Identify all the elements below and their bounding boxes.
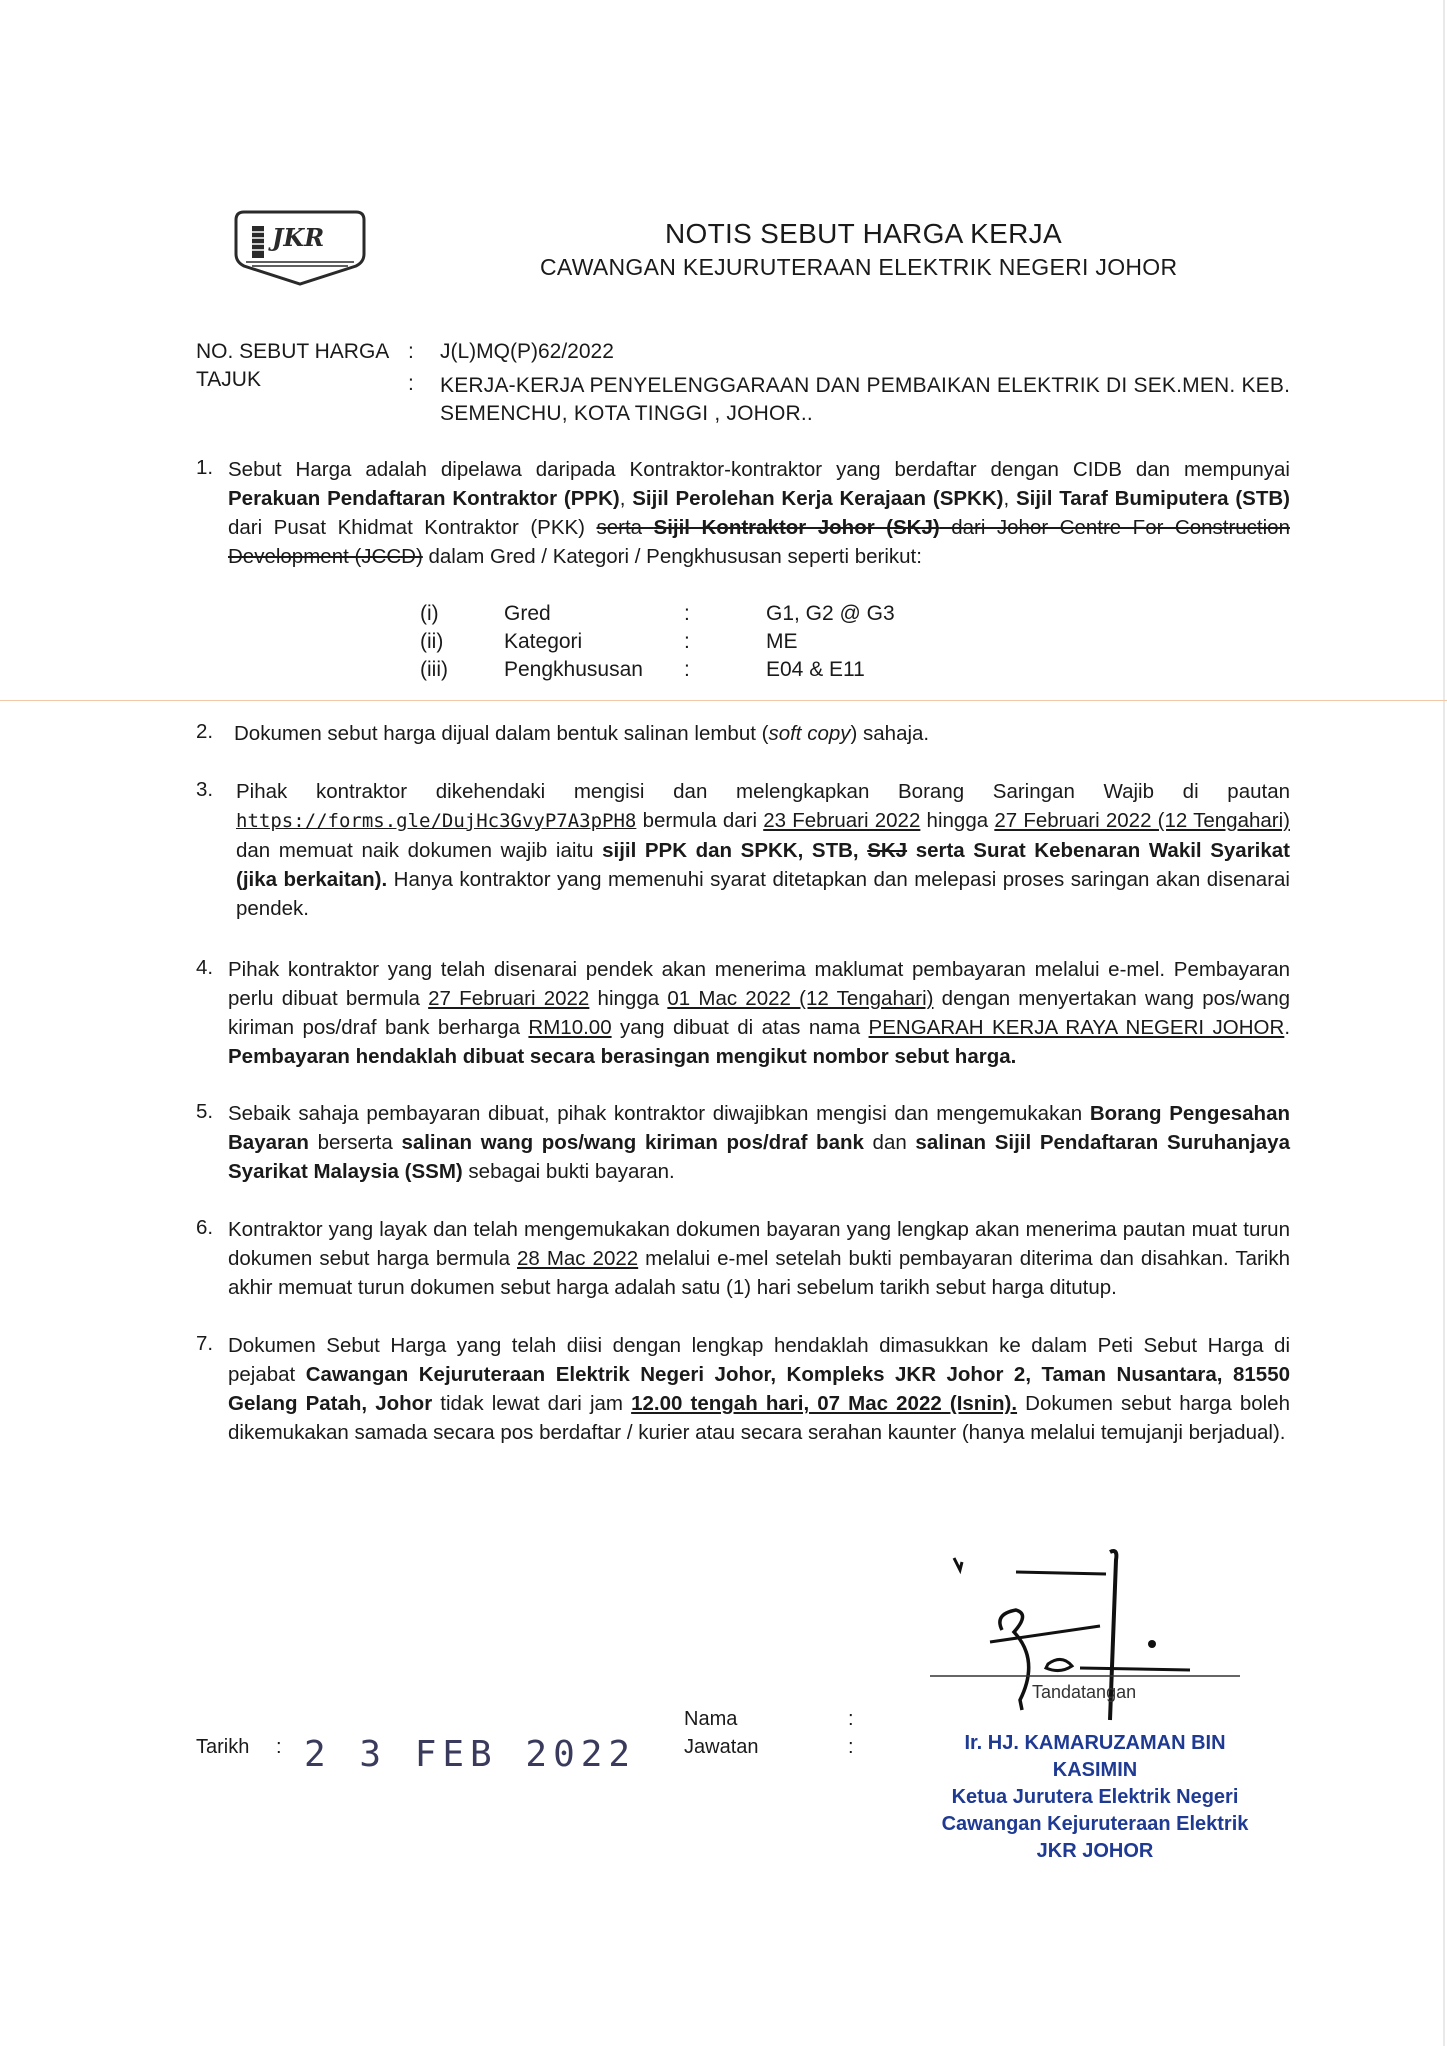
spec-label: Pengkhususan [504, 658, 643, 681]
table-row [420, 656, 895, 684]
tandatangan-label: Tandatangan [1032, 1682, 1137, 1702]
paragraph-2: Dokumen sebut harga dijual dalam bentuk salinan lembut (soft copy) sahaja. [234, 722, 930, 745]
tajuk-colon: : [408, 372, 414, 395]
signatory-block [920, 1730, 1270, 1865]
signatory-name: Ir. HJ. KAMARUZAMAN BIN KASIMIN [964, 1732, 1226, 1781]
spec-colon: : [684, 630, 690, 653]
date-stamp: 2 3 FEB 2022 [304, 1734, 637, 1775]
table-row [420, 600, 895, 628]
spec-value: E04 & E11 [766, 658, 865, 681]
scan-edge [1443, 0, 1445, 2046]
page-subtitle: CAWANGAN KEJURUTERAAN ELEKTRIK NEGERI JOHOR [540, 254, 1178, 280]
tarikh-colon: : [276, 1736, 282, 1758]
signatory-title: Ketua Jurutera Elektrik Negeri [951, 1786, 1239, 1808]
spec-idx: (i) [420, 602, 439, 625]
paragraph-1: Sebut Harga adalah dipelawa daripada Kontraktor-kontraktor yang berdaftar dengan CIDB dan mempunyai Perakuan Pendaftaran Kontraktor (PPK), Sijil Perolehan Kerja Kerajaan (SPKK), Sijil Taraf Bumiputera (STB) dari Pusat Khidmat Kontraktor (PKK) serta Sijil Kontraktor Johor (SKJ) dari Johor Centre For Construction Development (JCCD) dalam Gred / Kategori / Pengkhususan seperti berikut: [228, 458, 1290, 568]
jawatan-label: Jawatan [684, 1736, 759, 1758]
jkr-logo [228, 208, 372, 288]
form-link[interactable]: https://forms.gle/DujHc3GvyP7A3pPH8 [236, 810, 637, 832]
spec-colon: : [684, 658, 690, 681]
tajuk-line1: KERJA-KERJA PENYELENGGARAAN DAN PEMBAIKAN ELEKTRIK DI SEK.MEN. KEB. [440, 374, 1291, 397]
paragraph-5: Sebaik sahaja pembayaran dibuat, pihak kontraktor diwajibkan mengisi dan mengemukakan Borang Pengesahan Bayaran berserta salinan wang pos/wang kiriman pos/draf bank dan salinan Sijil Pendaftaran Suruhanjaya Syarikat Malaysia (SSM) sebagai bukti bayaran. [228, 1102, 1290, 1183]
table-row [420, 628, 895, 656]
item-number: 4. [196, 956, 214, 979]
paragraph-7: Dokumen Sebut Harga yang telah diisi dengan lengkap hendaklah dimasukkan ke dalam Peti Sebut Harga di pejabat Cawangan Kejuruteraan Elektrik Negeri Johor, Kompleks JKR Johor 2, Taman Nusantara, 81550 Gelang Patah, Johor tidak lewat dari jam 12.00 tengah hari, 07 Mac 2022 (Isnin). Dokumen sebut harga boleh dikemukakan samada secara pos berdaftar / kurier atau secara serahan kaunter (hanya melalui temujanji berjadual). [228, 1334, 1290, 1444]
logo-text: JKR [272, 223, 325, 252]
paragraph-4: Pihak kontraktor yang telah disenarai pendek akan menerima maklumat pembayaran melalui e-mel. Pembayaran perlu dibuat bermula 27 Februari 2022 hingga 01 Mac 2022 (12 Tengahari) dengan menyertakan wang pos/wang kiriman pos/draf bank berharga RM10.00 yang dibuat di atas nama PENGARAH KERJA RAYA NEGERI JOHOR. Pembayaran hendaklah dibuat secara berasingan mengikut nombor sebut harga. [228, 958, 1291, 1068]
spec-label: Kategori [504, 630, 583, 653]
nama-label: Nama [684, 1708, 738, 1730]
spec-idx: (ii) [420, 630, 444, 653]
item-number: 2. [196, 720, 214, 743]
spec-colon: : [684, 602, 690, 625]
paragraph-6: Kontraktor yang layak dan telah mengemukakan dokumen bayaran yang lengkap akan menerima pautan muat turun dokumen sebut harga bermula 28 Mac 2022 melalui e-mel setelah bukti pembayaran diterima dan disahkan. Tarikh akhir memuat turun dokumen sebut harga adalah satu (1) hari sebelum tarikh sebut harga ditutup. [228, 1218, 1290, 1299]
scan-line [0, 700, 1447, 701]
item-number: 3. [196, 778, 214, 801]
ref-colon: : [408, 340, 414, 363]
paragraph-3: Pihak kontraktor dikehendaki mengisi dan melengkapkan Borang Saringan Wajib di pautan https://forms.gle/DujHc3GvyP7A3pPH8 bermula dari 23 Februari 2022 hingga 27 Februari 2022 (12 Tengahari) dan memuat naik dokumen wajib iaitu sijil PPK dan SPKK, STB, SKJ serta Surat Kebenaran Wakil Syarikat (jika berkaitan). Hanya kontraktor yang memenuhi syarat ditetapkan dan melepasi proses saringan akan disenarai pendek. [236, 780, 1290, 920]
spec-idx: (iii) [420, 658, 448, 681]
spec-value: ME [766, 630, 798, 653]
item-number: 5. [196, 1100, 214, 1123]
spec-table [420, 600, 895, 684]
signatory-department: Cawangan Kejuruteraan Elektrik [941, 1813, 1249, 1835]
ref-value: J(L)MQ(P)62/2022 [440, 340, 614, 363]
nama-colon: : [848, 1708, 854, 1730]
page-title: NOTIS SEBUT HARGA KERJA [665, 218, 1062, 249]
item-number: 1. [196, 456, 214, 479]
item-number: 7. [196, 1332, 214, 1355]
ref-label: NO. SEBUT HARGA [196, 340, 390, 363]
item-number: 6. [196, 1216, 214, 1239]
signatory-office: JKR JOHOR [1036, 1840, 1154, 1862]
tajuk-label: TAJUK [196, 368, 261, 391]
signature [930, 1540, 1250, 1740]
tajuk-line2: SEMENCHU, KOTA TINGGI , JOHOR.. [440, 402, 813, 425]
tarikh-label: Tarikh [196, 1736, 250, 1758]
jawatan-colon: : [848, 1736, 854, 1758]
spec-value: G1, G2 @ G3 [766, 602, 895, 625]
spec-label: Gred [504, 602, 551, 625]
